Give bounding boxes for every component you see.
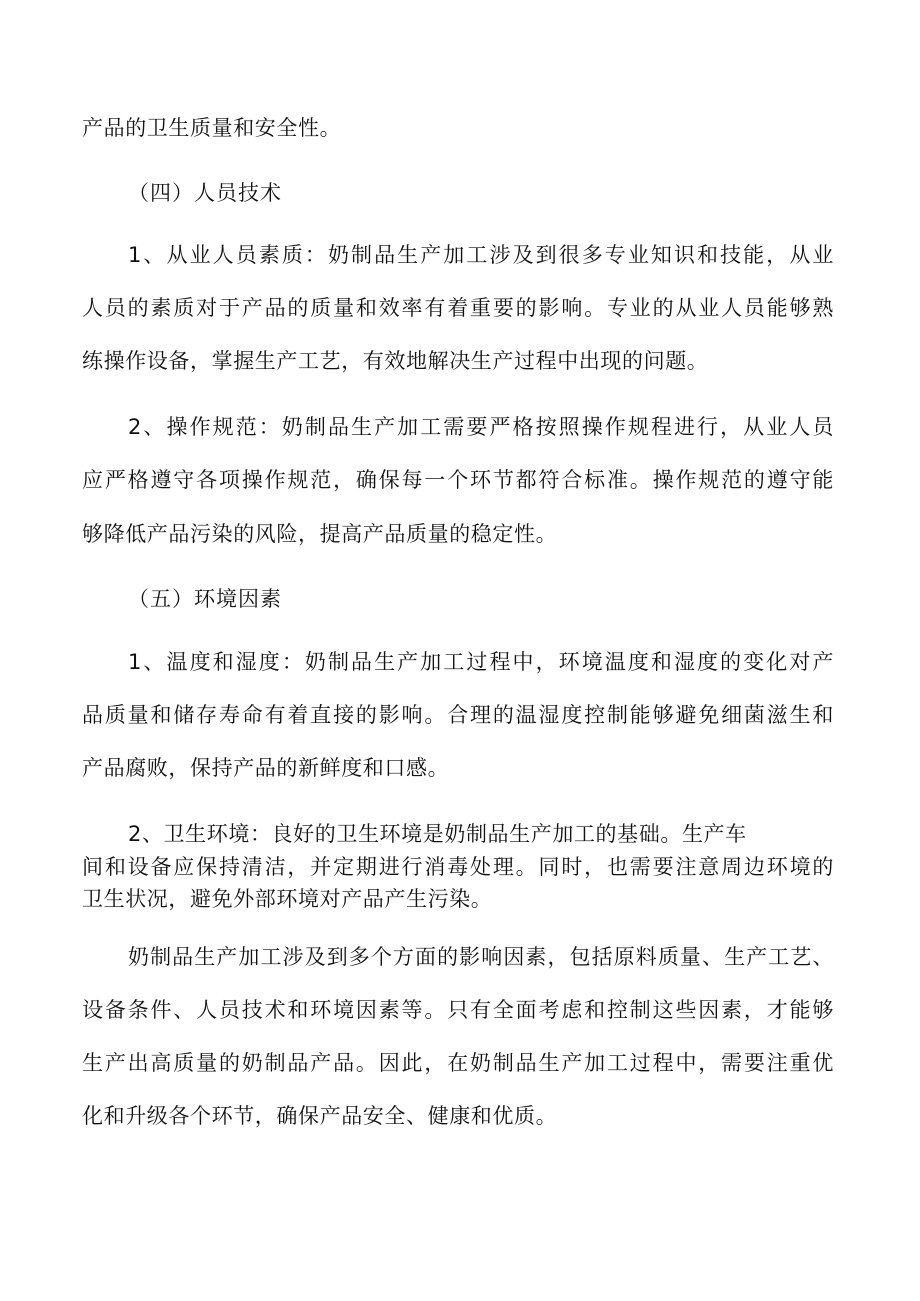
paragraph-line: 应严格遵守各项操作规范，确保每一个环节都符合标准。操作规范的遵守能	[82, 468, 834, 492]
section-heading-personnel: （四）人员技术	[128, 181, 282, 205]
paragraph-line: 化和升级各个环节，确保产品安全、健康和优质。	[82, 1104, 558, 1128]
paragraph-line: 1、从业人员素质：奶制品生产加工涉及到很多专业知识和技能，从业	[128, 243, 834, 267]
paragraph-line: 产品腐败，保持产品的新鲜度和口感。	[82, 756, 450, 780]
paragraph-line: 够降低产品污染的风险，提高产品质量的稳定性。	[82, 522, 558, 546]
section-heading-environment: （五）环境因素	[128, 587, 282, 611]
paragraph-line: 2、卫生环境：良好的卫生环境是奶制品生产加工的基础。生产车	[128, 822, 747, 846]
paragraph-line: 设备条件、人员技术和环境因素等。只有全面考虑和控制这些因素，才能够	[82, 998, 834, 1022]
paragraph-line: 产品的卫生质量和安全性。	[82, 116, 342, 140]
paragraph-line: 品质量和储存寿命有着直接的影响。合理的温湿度控制能够避免细菌滋生和	[82, 703, 834, 727]
paragraph-line: 奶制品生产加工涉及到多个方面的影响因素，包括原料质量、生产工艺、	[128, 945, 834, 969]
paragraph-line: 间和设备应保持清洁，并定期进行消毒处理。同时，也需要注意周边环境的	[82, 855, 834, 879]
paragraph-line: 卫生状况，避免外部环境对产品产生污染。	[82, 887, 493, 911]
paragraph-line: 人员的素质对于产品的质量和效率有着重要的影响。专业的从业人员能够熟	[82, 296, 834, 320]
paragraph-line: 2、操作规范：奶制品生产加工需要严格按照操作规程进行，从业人员	[128, 415, 834, 439]
paragraph-line: 练操作设备，掌握生产工艺，有效地解决生产过程中出现的问题。	[82, 349, 709, 373]
paragraph-line: 生产出高质量的奶制品产品。因此，在奶制品生产加工过程中，需要注重优	[82, 1051, 834, 1075]
paragraph-line: 1、温度和湿度：奶制品生产加工过程中，环境温度和湿度的变化对产	[128, 650, 834, 674]
